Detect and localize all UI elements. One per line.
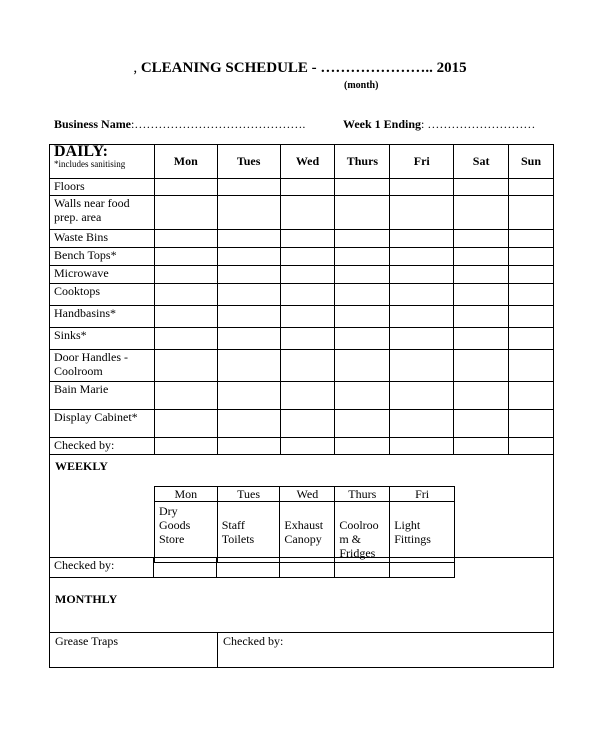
- tick-cell[interactable]: [454, 179, 509, 196]
- checked-cell[interactable]: [509, 438, 554, 455]
- task-label: [50, 410, 155, 438]
- tick-cell[interactable]: [217, 266, 280, 284]
- tick-cell[interactable]: [390, 248, 454, 266]
- title-text: CLEANING SCHEDULE - ………………….. 2015: [140, 60, 467, 76]
- task-text: Walls near food: [54, 196, 130, 210]
- tick-cell[interactable]: [509, 230, 554, 248]
- checked-cell[interactable]: [390, 558, 455, 578]
- task-label: [50, 284, 155, 306]
- task-row-bain-marie: [50, 382, 554, 410]
- week-ending: [343, 117, 535, 132]
- day-header-wed: Wed: [280, 145, 335, 179]
- tick-cell[interactable]: [217, 230, 280, 248]
- tick-cell[interactable]: [509, 248, 554, 266]
- tick-cell[interactable]: [154, 328, 217, 350]
- checked-cell[interactable]: [335, 438, 390, 455]
- day-header-sun: Sun: [509, 145, 554, 179]
- weekly-checked-label: Checked by:: [49, 558, 154, 578]
- checked-cell[interactable]: [154, 558, 217, 578]
- tick-cell[interactable]: [154, 306, 217, 328]
- task-label: [50, 179, 155, 196]
- tick-cell[interactable]: [280, 248, 335, 266]
- tick-cell[interactable]: [335, 306, 390, 328]
- task-text: Bain Marie: [54, 382, 109, 396]
- task-text: Door Handles -: [54, 350, 128, 364]
- tick-cell[interactable]: [217, 382, 280, 410]
- day-header-mon: Mon: [154, 145, 217, 179]
- page-title: [0, 60, 600, 77]
- day-header-sat: Sat: [454, 145, 509, 179]
- tick-cell[interactable]: [217, 350, 280, 382]
- business-name-label: Business Name: [54, 117, 132, 131]
- tick-cell[interactable]: [335, 328, 390, 350]
- checked-cell[interactable]: [280, 558, 335, 578]
- tick-cell[interactable]: [154, 179, 217, 196]
- tick-cell[interactable]: [217, 410, 280, 438]
- task-text: Microwave: [54, 266, 109, 280]
- task-row-door-handles: [50, 350, 554, 382]
- weekly-task-thurs: Coolroo m & Fridges: [335, 502, 390, 563]
- business-name: [54, 117, 305, 132]
- task-label: [50, 328, 155, 350]
- checked-cell[interactable]: [390, 438, 454, 455]
- task-row-floors: [50, 179, 554, 196]
- week-ending-value: : ………………………: [421, 117, 536, 131]
- task-row-handbasins: [50, 306, 554, 328]
- tick-cell[interactable]: [335, 196, 390, 230]
- tick-cell[interactable]: [335, 179, 390, 196]
- tick-cell[interactable]: [280, 179, 335, 196]
- monthly-divider: [49, 632, 554, 633]
- task-text: Cooktops: [54, 284, 101, 298]
- tick-cell[interactable]: [154, 266, 217, 284]
- task-label: [50, 230, 155, 248]
- tick-cell[interactable]: [454, 266, 509, 284]
- task-text: Coolroom: [54, 364, 103, 378]
- tick-cell[interactable]: [390, 350, 454, 382]
- weekly-table: [154, 486, 455, 563]
- daily-title: DAILY:: [54, 143, 108, 160]
- tick-cell[interactable]: [280, 328, 335, 350]
- task-label: [50, 382, 155, 410]
- task-text: Waste Bins: [54, 230, 109, 244]
- tick-cell[interactable]: [154, 196, 217, 230]
- weekly-day-wed: Wed: [280, 487, 335, 502]
- tick-cell[interactable]: [509, 284, 554, 306]
- task-label: [50, 350, 155, 382]
- daily-header-cell: [50, 145, 155, 179]
- tick-cell[interactable]: [509, 196, 554, 230]
- tick-cell[interactable]: [154, 230, 217, 248]
- weekly-title: WEEKLY: [55, 459, 108, 473]
- task-row-bench-tops: [50, 248, 554, 266]
- tick-cell[interactable]: [390, 328, 454, 350]
- tick-cell[interactable]: [217, 248, 280, 266]
- tick-cell[interactable]: [154, 248, 217, 266]
- task-text: Display Cabinet*: [54, 410, 138, 424]
- tick-cell[interactable]: [509, 410, 554, 438]
- tick-cell[interactable]: [217, 306, 280, 328]
- task-label: [50, 266, 155, 284]
- tick-cell[interactable]: [454, 306, 509, 328]
- tick-cell[interactable]: [280, 350, 335, 382]
- weekly-day-mon: Mon: [155, 487, 218, 502]
- tick-cell[interactable]: [454, 196, 509, 230]
- tick-cell[interactable]: [154, 410, 217, 438]
- tick-cell[interactable]: [454, 350, 509, 382]
- tick-cell[interactable]: [390, 382, 454, 410]
- tick-cell[interactable]: [280, 410, 335, 438]
- task-label: [50, 248, 155, 266]
- tick-cell[interactable]: [390, 284, 454, 306]
- task-row-waste-bins: [50, 230, 554, 248]
- tick-cell[interactable]: [335, 266, 390, 284]
- tick-cell[interactable]: [335, 350, 390, 382]
- tick-cell[interactable]: [335, 382, 390, 410]
- week-ending-label: Week 1 Ending: [343, 117, 422, 131]
- tick-cell[interactable]: [509, 179, 554, 196]
- daily-checked-label: Checked by:: [50, 438, 155, 455]
- tick-cell[interactable]: [454, 382, 509, 410]
- monthly-col-divider: [217, 632, 218, 668]
- tick-cell[interactable]: [154, 382, 217, 410]
- checked-cell[interactable]: [280, 438, 335, 455]
- task-label: [50, 196, 155, 230]
- weekly-day-fri: Fri: [390, 487, 455, 502]
- tick-cell[interactable]: [509, 328, 554, 350]
- tick-cell[interactable]: [390, 410, 454, 438]
- task-text: Handbasins*: [54, 306, 116, 320]
- day-header-tues: Tues: [217, 145, 280, 179]
- monthly-checked-label: Checked by:: [223, 634, 284, 648]
- task-row-display-cabinet: [50, 410, 554, 438]
- tick-cell[interactable]: [280, 382, 335, 410]
- tick-cell[interactable]: [454, 410, 509, 438]
- tick-cell[interactable]: [217, 284, 280, 306]
- month-hint: (month): [344, 80, 379, 91]
- task-text: Sinks*: [54, 328, 87, 342]
- tick-cell[interactable]: [509, 350, 554, 382]
- weekly-task-tues: Staff Toilets: [217, 502, 280, 563]
- tick-cell[interactable]: [390, 230, 454, 248]
- weekly-task-fri: Light Fittings: [390, 502, 455, 563]
- weekly-day-thurs: Thurs: [335, 487, 390, 502]
- tick-cell[interactable]: [390, 179, 454, 196]
- daily-checked-row: [50, 438, 554, 455]
- tick-cell[interactable]: [390, 266, 454, 284]
- tick-cell[interactable]: [390, 306, 454, 328]
- tick-cell[interactable]: [335, 410, 390, 438]
- title-tick: ,: [133, 60, 138, 76]
- tick-cell[interactable]: [154, 350, 217, 382]
- tick-cell[interactable]: [335, 230, 390, 248]
- checked-cell[interactable]: [454, 438, 509, 455]
- tick-cell[interactable]: [454, 230, 509, 248]
- tick-cell[interactable]: [454, 328, 509, 350]
- tick-cell[interactable]: [280, 266, 335, 284]
- monthly-task: Grease Traps: [55, 634, 118, 648]
- tick-cell[interactable]: [390, 196, 454, 230]
- task-row-sinks: [50, 328, 554, 350]
- weekly-day-tues: Tues: [217, 487, 280, 502]
- checked-cell[interactable]: [217, 438, 280, 455]
- task-text: prep. area: [54, 210, 102, 224]
- monthly-title: MONTHLY: [55, 592, 118, 606]
- weekly-checked-table: [49, 557, 455, 578]
- checked-cell[interactable]: [335, 558, 390, 578]
- tick-cell[interactable]: [280, 306, 335, 328]
- day-header-fri: Fri: [390, 145, 454, 179]
- checked-cell[interactable]: [154, 438, 217, 455]
- tick-cell[interactable]: [154, 284, 217, 306]
- task-text: Floors: [54, 179, 85, 193]
- tick-cell[interactable]: [509, 382, 554, 410]
- business-name-value: :…………………………………….: [131, 117, 306, 131]
- checked-cell[interactable]: [217, 558, 280, 578]
- task-text: Bench Tops*: [54, 248, 117, 262]
- tick-cell[interactable]: [454, 284, 509, 306]
- task-row-cooktops: [50, 284, 554, 306]
- task-row-walls: [50, 196, 554, 230]
- daily-note: *includes sanitising: [54, 159, 126, 169]
- day-header-thurs: Thurs: [335, 145, 390, 179]
- tick-cell[interactable]: [280, 196, 335, 230]
- tick-cell[interactable]: [217, 196, 280, 230]
- tick-cell[interactable]: [509, 266, 554, 284]
- tick-cell[interactable]: [454, 248, 509, 266]
- tick-cell[interactable]: [280, 284, 335, 306]
- task-row-microwave: [50, 266, 554, 284]
- tick-cell[interactable]: [217, 179, 280, 196]
- tick-cell[interactable]: [217, 328, 280, 350]
- weekly-task-mon: Dry Goods Store: [155, 502, 218, 563]
- tick-cell[interactable]: [280, 230, 335, 248]
- daily-table: [49, 144, 554, 455]
- tick-cell[interactable]: [509, 306, 554, 328]
- weekly-task-wed: Exhaust Canopy: [280, 502, 335, 563]
- tick-cell[interactable]: [335, 284, 390, 306]
- task-label: [50, 306, 155, 328]
- tick-cell[interactable]: [335, 248, 390, 266]
